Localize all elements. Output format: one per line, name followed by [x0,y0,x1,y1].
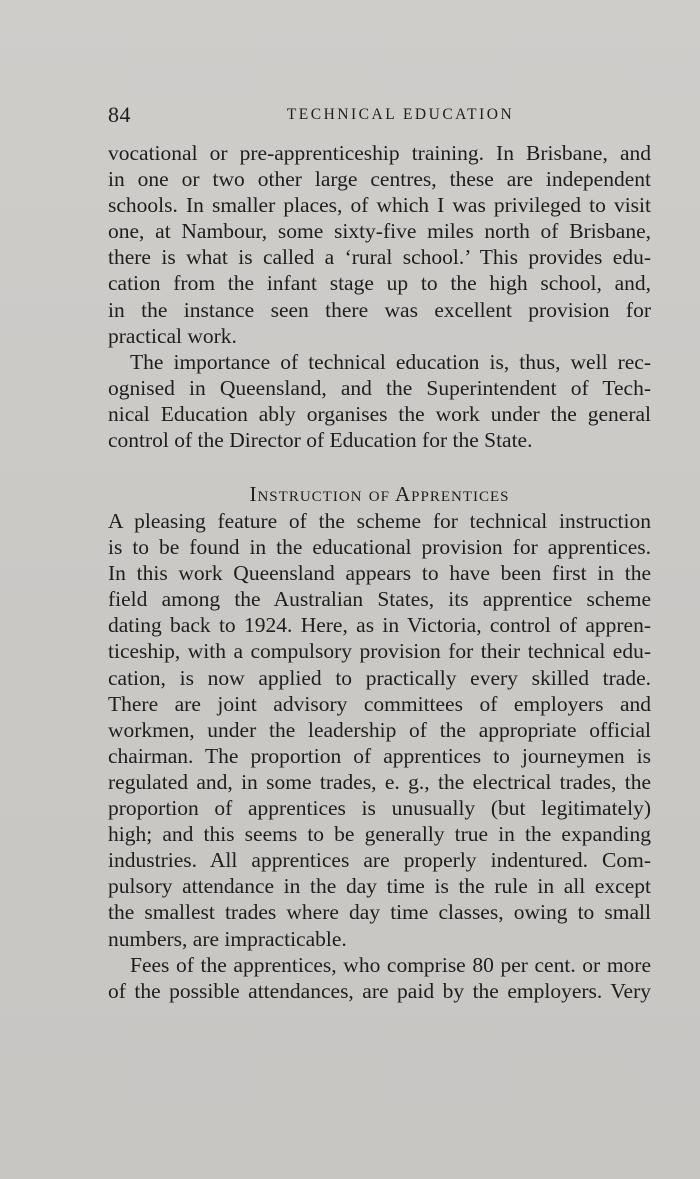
text-line: the smallest trades where day time classes, owing to small [108,900,651,925]
running-head [108,100,653,130]
text-line: vocational or pre-apprenticeship training. In Brisbane, and [108,141,651,165]
text-line: Fees of the apprentices, who comprise 80 per cent. or more [130,952,651,977]
text-line: cation, is now applied to practically every skilled trade. [108,665,651,690]
text-line: pulsory attendance in the day time is the rule in all except [108,874,651,899]
section-heading: Instruction of Apprentices [249,482,510,506]
text-line: cation from the infant stage up to the high school, and, [108,271,651,296]
text-line: of the possible attendances, are paid by the employers. Very [108,978,651,1003]
text-line: schools. In smaller places, of which I was privileged to visit [108,193,651,218]
text-line: control of the Director of Education for the State. [108,428,533,453]
text-line: dating back to 1924. Here, as in Victoria, control of appren- [108,613,651,638]
body-text-section [108,508,651,1004]
text-line: nical Education ably organises the work under the general [108,401,651,426]
text-line: practical work. [108,323,237,348]
text-line: field among the Australian States, its apprentice scheme [108,587,651,612]
paragraph [108,508,651,952]
paragraph [108,349,651,453]
text-line: industries. All apprentices are properly indentured. Com- [108,848,651,873]
body-text-top [108,140,651,453]
text-line: The importance of technical education is, thus, well rec- [130,349,651,374]
text-line: regulated and, in some trades, e. g., the electrical trades, the [108,769,651,794]
text-line: in one or two other large centres, these are independent [108,167,651,192]
text-line: numbers, are impracticable. [108,926,347,951]
paragraph [108,952,651,1004]
text-line: is to be found in the educational provision for apprentices. [108,535,651,560]
text-line: chairman. The proportion of apprentices to journeymen is [108,743,651,768]
text-line: one, at Nambour, some sixty-five miles north of Brisbane, [108,219,651,244]
text-line: there is what is called a ‘rural school.’ This provides edu- [108,245,651,270]
running-title: TECHNICAL EDUCATION [286,106,515,123]
text-line: ticeship, with a compulsory provision for their technical edu- [108,639,651,664]
text-line: high; and this seems to be generally true in the expanding [108,822,651,847]
text-line: in the instance seen there was excellent provision for [108,297,651,322]
text-line: proportion of apprentices is unusually (but legitimately) [108,796,651,821]
text-line: There are joint advisory committees of employers and [108,691,651,716]
page-number: 84 [108,102,131,127]
paragraph [108,140,651,349]
text-line: In this work Queensland appears to have been first in the [108,561,651,586]
text-line: A pleasing feature of the scheme for technical instruction [108,509,651,533]
text-line: ognised in Queensland, and the Superintendent of Tech- [108,375,651,400]
text-line: workmen, under the leadership of the appropriate official [108,717,651,742]
